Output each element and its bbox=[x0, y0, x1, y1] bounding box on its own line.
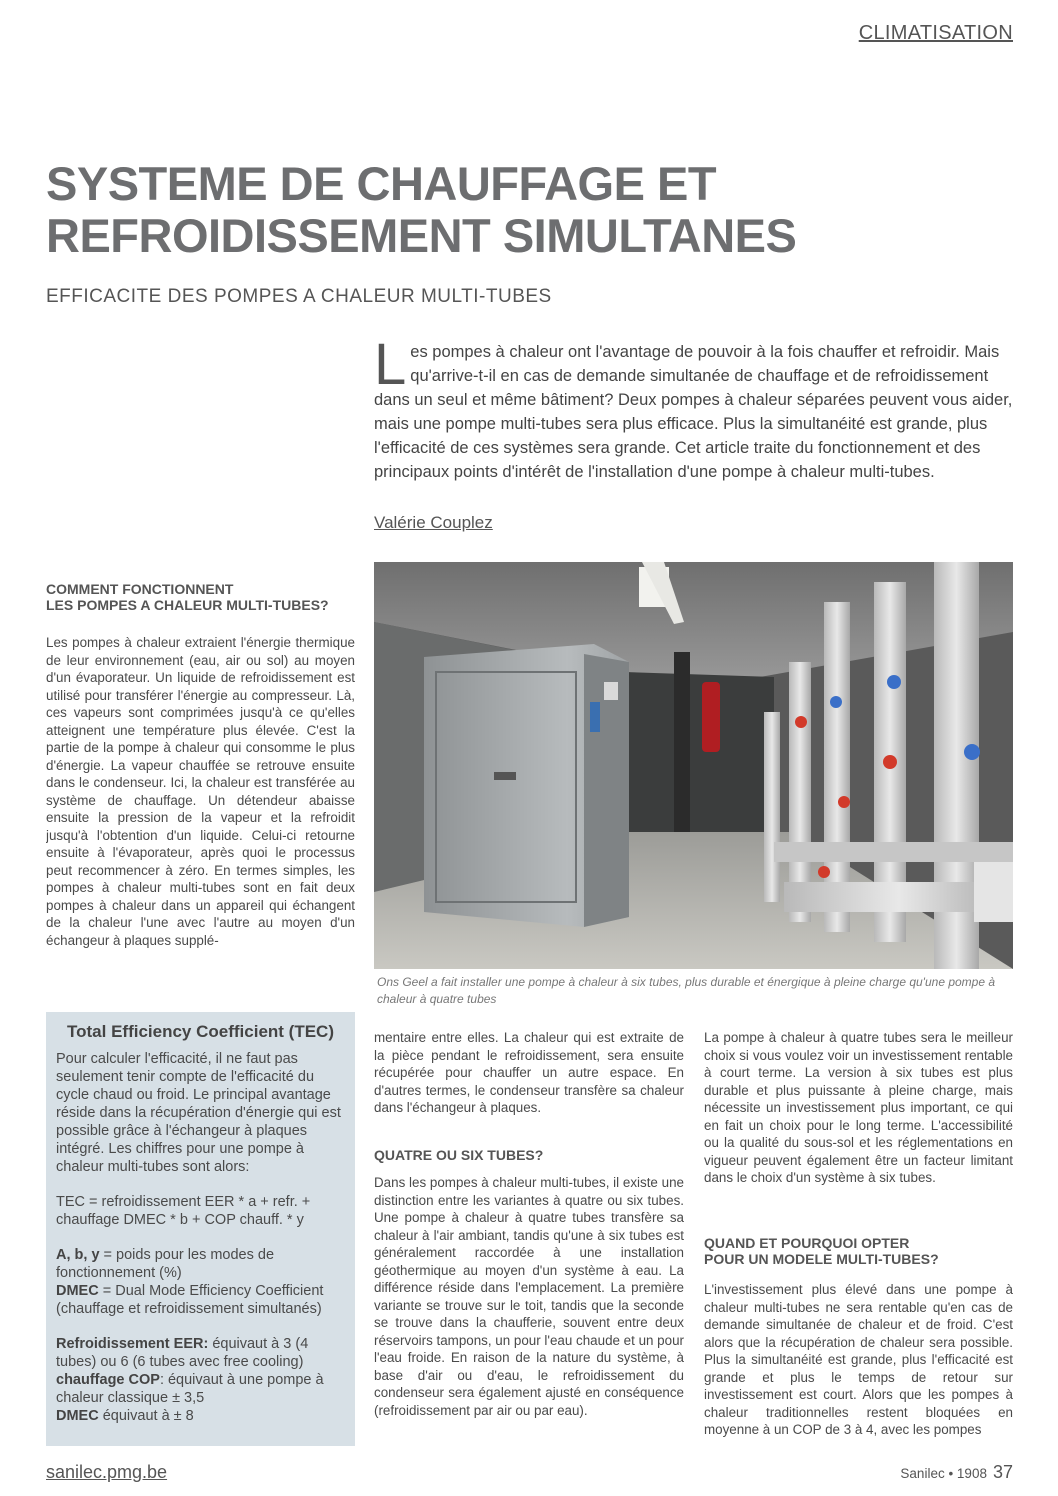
section-3-heading bbox=[704, 1235, 1013, 1267]
tec-values bbox=[56, 1335, 345, 1425]
dmec-text: = Dual Mode Efficiency Coefficient (chauffage et refroidissement simultanés) bbox=[56, 1283, 324, 1317]
page-number: 37 bbox=[992, 1462, 1013, 1482]
photo-caption: Ons Geel a fait installer une pompe à chaleur à six tubes, plus durable et énergique à pleine charge qu'une pompe à chaleur à quatre tubes bbox=[377, 975, 996, 1006]
intro-text: es pompes à chaleur ont l'avantage de pouvoir à la fois chauffer et refroidir. Mais qu'arrive-t-il en cas de demande simultanée de chauffage et de refroidissement dans un seul et même bâtiment? Deux pompes à chaleur séparées peuvent vous aider, mais une pompe multi-tubes sera plus efficace. Plus la simultanéité est grande, plus l'efficacité de ces systèmes sera grande. Cet article traite du fonctionnement et des principaux points d'intérêt de l'installation d'une pompe à chaleur multi-tubes. bbox=[374, 343, 1013, 481]
section-1-heading-line-1: COMMENT FONCTIONNENT bbox=[46, 581, 234, 597]
section-1-heading-line-2: LES POMPES A CHALEUR MULTI-TUBES? bbox=[46, 597, 329, 613]
dmec-label: DMEC bbox=[56, 1283, 99, 1299]
section-3-body: L'investissement plus élevé dans une pompe à chaleur multi-tubes ne sera rentable qu'en cas de demande simultanée de chaleur et de froid. C'est alors que la récupération de chaleur sera possible. Plus la simultanéité est grande, plus l'efficacité est grande et plus le temps de retour sur investissement est court. Alors que les pompes à chaleur traditionnelles restent bloquées en moyenne à un COP de 3 à 4, avec les pompes bbox=[704, 1282, 1013, 1437]
footer-magazine: Sanilec • 1908 bbox=[900, 1466, 987, 1481]
tec-box-title: Total Efficiency Coefficient (TEC) bbox=[67, 1022, 334, 1041]
eer-label: Refroidissement EER: bbox=[56, 1336, 209, 1352]
tec-sidebar-box bbox=[46, 1012, 355, 1446]
footer-page-info bbox=[900, 1462, 1013, 1483]
tec-formula: TEC = refroidissement EER * a + refr. + chauffage DMEC * b + COP chauff. * y bbox=[56, 1194, 311, 1228]
intro-paragraph bbox=[374, 332, 1014, 484]
tec-intro-text: Pour calculer l'efficacité, il ne faut pas seulement tenir compte de l'efficacité du cycle chaud ou froid. Le principal avantage réside dans la récupération d'énergie qui est possible grâce à l'échangeur à plaques intégré. Les chiffres pour une pompe à chaleur multi-tubes sont alors: bbox=[56, 1051, 341, 1175]
footer-website-link[interactable]: sanilec.pmg.be bbox=[46, 1462, 168, 1482]
section-1-continued: mentaire entre elles. La chaleur qui est extraite de la pièce pendant le refroidissement, sera ensuite récupérée pour chauffer un autre espace. En d'autres termes, le condenseur transfère sa chaleur dans l'échangeur à plaques. bbox=[374, 1030, 684, 1115]
dmec-value-label: DMEC bbox=[56, 1408, 99, 1424]
section-3-heading-line-2: POUR UN MODELE MULTI-TUBES? bbox=[704, 1251, 939, 1267]
aby-label: A, b, y bbox=[56, 1247, 100, 1263]
author-link[interactable]: Valérie Couplez bbox=[374, 513, 493, 532]
aby-text: = poids pour les modes de fonctionnement (%) bbox=[56, 1247, 275, 1281]
eer-text: équivaut à 3 (4 tubes) ou 6 (6 tubes avec free cooling) bbox=[56, 1336, 309, 1370]
section-2-continued: La pompe à chaleur à quatre tubes sera le meilleur choix si vous voulez voir un investissement rentable à court terme. La version à six tubes est plus durable et plus puissante à pleine charge, mais nécessite un investissement plus important, ce qui en fait un choix pour le long terme. L'accessibilité ou la qualité du sous-sol et les réglementations en vigueur peuvent également être un facteur limitant dans le choix d'un système à six tubes. bbox=[704, 1030, 1013, 1185]
page-subtitle: EFFICACITE DES POMPES A CHALEUR MULTI-TUBES bbox=[46, 286, 552, 307]
page-title bbox=[46, 158, 806, 262]
title-line-1: SYSTEME DE CHAUFFAGE ET bbox=[46, 157, 717, 210]
cop-text: : équivaut à une pompe à chaleur classique ± 3,5 bbox=[56, 1372, 324, 1406]
dmec-value-text: équivaut à ± 8 bbox=[98, 1408, 194, 1424]
drop-cap: L bbox=[374, 332, 407, 397]
tec-definitions bbox=[56, 1246, 345, 1318]
section-1-body: Les pompes à chaleur extraient l'énergie thermique de leur environnement (eau, air ou sol) au moyen d'un évaporateur. Un liquide de refroidissement est utilisé pour transférer l'énergie au compresseur. Là, ces vapeurs sont comprimées jusqu'à ce qu'elles atteignent une température plus élevée. C'est la partie de la pompe à chaleur qui consomme le plus d'énergie. La vapeur chauffée se retrouve ensuite dans le condenseur. Ici, la chaleur est transférée au système de chauffage. Un détendeur abaisse ensuite la pression de la vapeur et la refroidit jusqu'à l'obtention d'un liquide. Celui-ci retourne ensuite à l'évaporateur, après quoi le processus peut recommencer à zéro. En termes simples, les pompes à chaleur multi-tubes sont en fait deux pompes à chaleur dans un appareil qui échangent de la chaleur l'une avec l'autre au moyen d'un échangeur à plaques supplé- bbox=[46, 635, 355, 948]
section-2-body: Dans les pompes à chaleur multi-tubes, il existe une distinction entre les variantes à quatre ou six tubes. Une pompe à chaleur à quatre tubes transfère sa chaleur à l'air ambiant, tandis qu'une à six tubes est généralement raccordée à une installation géothermique au moyen d'un système à eau. La différence réside dans l'emplacement. La première variante se trouve sur le toit, tandis que la seconde se trouve dans la chaufferie, souvent entre deux réservoirs tampons, un pour l'eau chaude et un pour l'eau froide. En raison de la nature du système, à base d'air ou d'eau, le refroidissement du condenseur sera également ajusté en conséquence (refroidissement par air ou par eau). bbox=[374, 1175, 684, 1418]
section-tag: CLIMATISATION bbox=[858, 22, 1013, 44]
title-line-2: REFROIDISSEMENT SIMULTANES bbox=[46, 209, 797, 262]
section-3-heading-line-1: QUAND ET POURQUOI OPTER bbox=[704, 1235, 910, 1251]
section-1-heading bbox=[46, 581, 355, 613]
section-2-heading: QUATRE OU SIX TUBES? bbox=[374, 1147, 544, 1163]
cop-label: chauffage COP bbox=[56, 1372, 160, 1388]
machine-room-photo bbox=[374, 562, 1013, 969]
